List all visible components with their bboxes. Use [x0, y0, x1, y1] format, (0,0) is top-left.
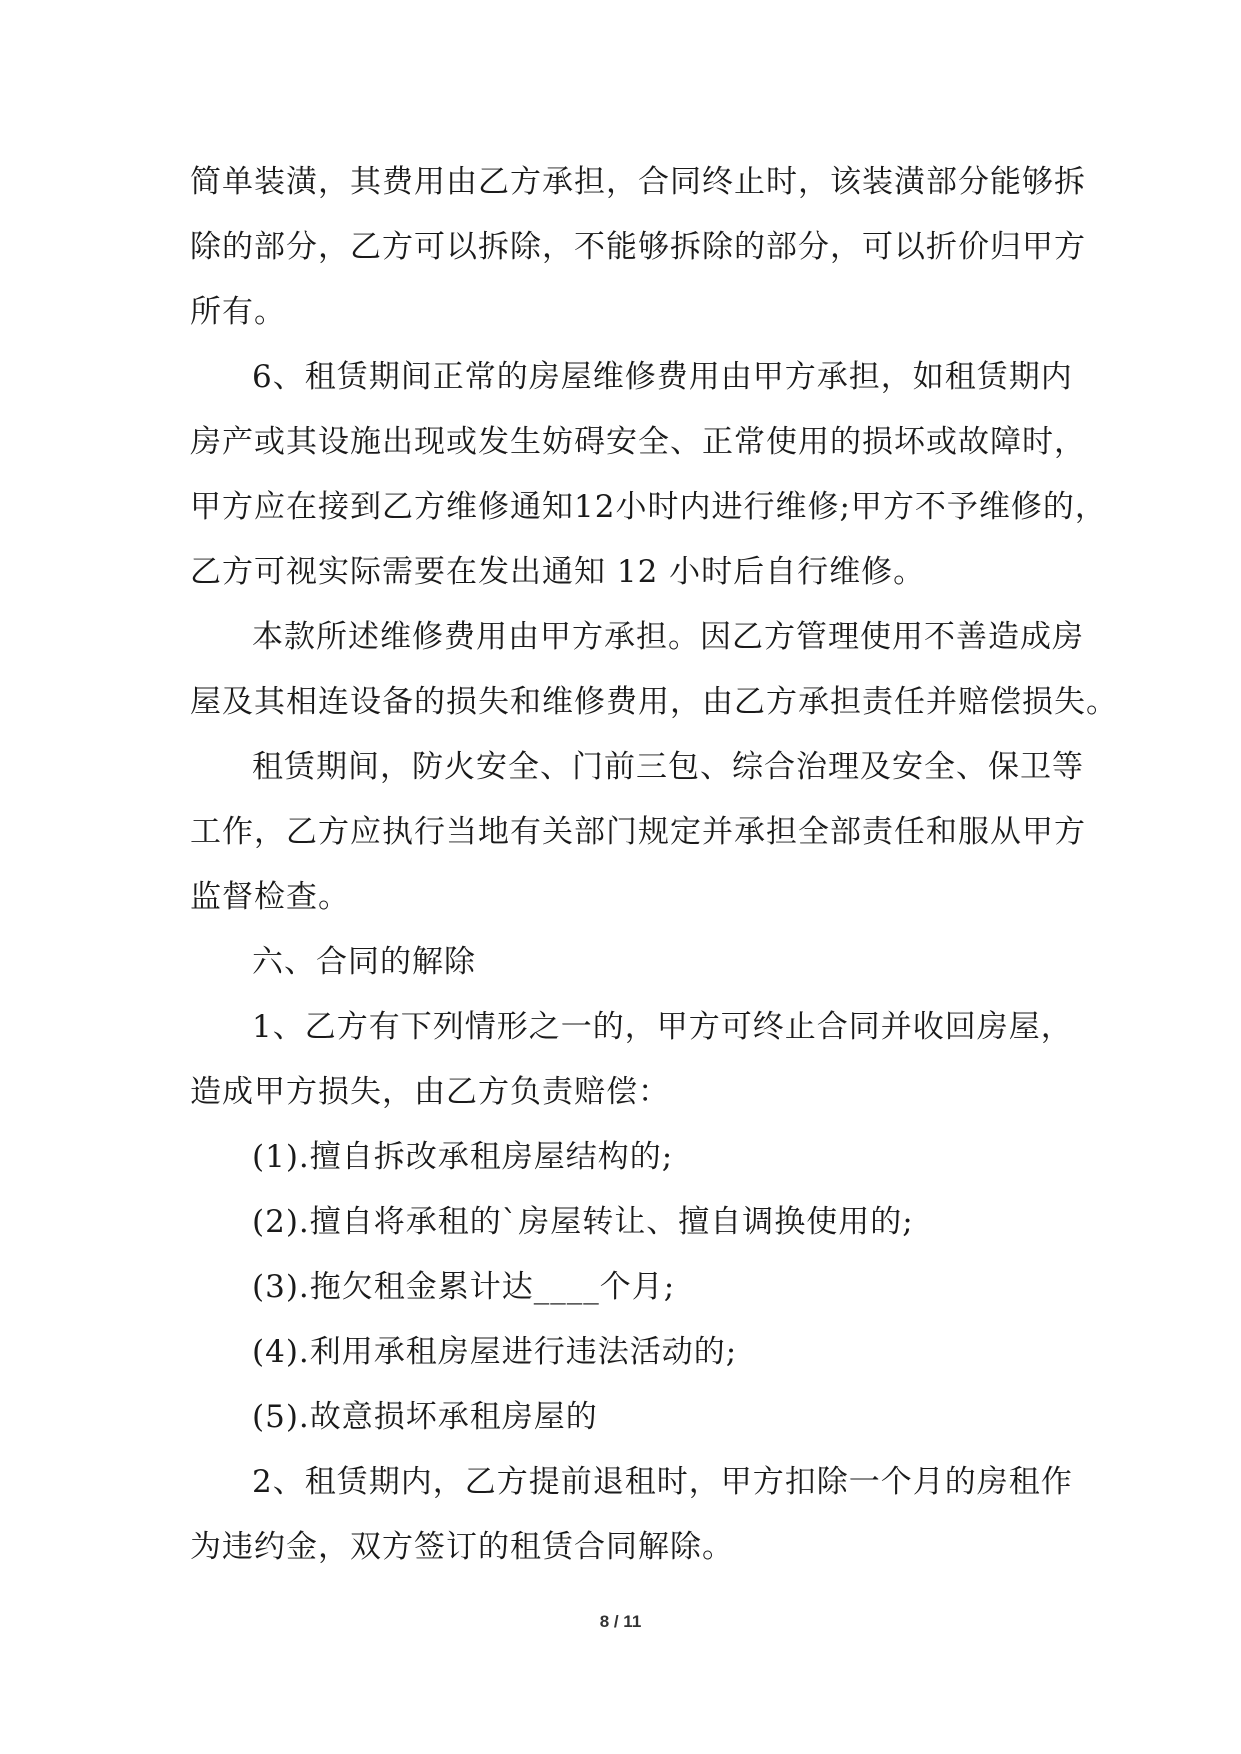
- text-line: 监督检查。: [190, 879, 350, 915]
- text-line: 屋及其相连设备的损失和维修费用，由乙方承担责任并赔偿损失。: [190, 684, 1118, 720]
- paragraph-clause-6-maintenance: [190, 345, 1107, 605]
- list-item-text: (3).拖欠租金累计达____个月;: [252, 1269, 676, 1305]
- text-line: 1、乙方有下列情形之一的，甲方可终止合同并收回房屋，: [252, 1009, 1073, 1045]
- list-item-text: (5).故意损坏承租房屋的: [252, 1399, 598, 1435]
- text-line: 房产或其设施出现或发生妨碍安全、正常使用的损坏或故障时，: [190, 424, 1086, 460]
- text-line: 简单装潢，其费用由乙方承担，合同终止时，该装潢部分能够拆: [190, 164, 1086, 200]
- document-body: [190, 150, 1118, 1580]
- list-item-3: [190, 1255, 1060, 1320]
- text-line: 甲方应在接到乙方维修通知12小时内进行维修;甲方不予维修的，: [190, 489, 1107, 525]
- list-item-4: [190, 1320, 1060, 1385]
- list-item-1: [190, 1125, 1060, 1190]
- text-line: 为违约金，双方签订的租赁合同解除。: [190, 1529, 734, 1565]
- paragraph-termination-clause-2: [190, 1450, 1073, 1580]
- paragraph-termination-clause-1: [190, 995, 1073, 1125]
- text-line: 2、租赁期内，乙方提前退租时，甲方扣除一个月的房租作: [252, 1464, 1073, 1500]
- text-line: 除的部分，乙方可以拆除，不能够拆除的部分，可以折价归甲方: [190, 229, 1086, 265]
- list-item-text: (2).擅自将承租的`房屋转让、擅自调换使用的;: [252, 1204, 914, 1240]
- section-heading-termination: [190, 930, 1060, 995]
- text-line: 造成甲方损失，由乙方负责赔偿：: [190, 1074, 670, 1110]
- text-line: 乙方可视实际需要在发出通知 12 小时后自行维修。: [190, 554, 926, 590]
- text-line: 6、租赁期间正常的房屋维修费用由甲方承担，如租赁期内: [252, 359, 1073, 395]
- list-item-text: (4).利用承租房屋进行违法活动的;: [252, 1334, 738, 1370]
- text-line: 租赁期间，防火安全、门前三包、综合治理及安全、保卫等: [252, 749, 1084, 785]
- text-line: 本款所述维修费用由甲方承担。因乙方管理使用不善造成房: [252, 619, 1084, 655]
- paragraph-maintenance-liability: [190, 605, 1118, 735]
- list-item-5: [190, 1385, 1060, 1450]
- list-item-2: [190, 1190, 1060, 1255]
- section-heading: 六、合同的解除: [252, 944, 476, 980]
- paragraph-decoration-cost: [190, 150, 1086, 345]
- paragraph-safety-duties: [190, 735, 1086, 930]
- text-line: 工作，乙方应执行当地有关部门规定并承担全部责任和服从甲方: [190, 814, 1086, 850]
- text-line: 所有。: [190, 294, 286, 330]
- list-item-text: (1).擅自拆改承租房屋结构的;: [252, 1139, 674, 1175]
- page-number: 8 / 11: [599, 1612, 642, 1631]
